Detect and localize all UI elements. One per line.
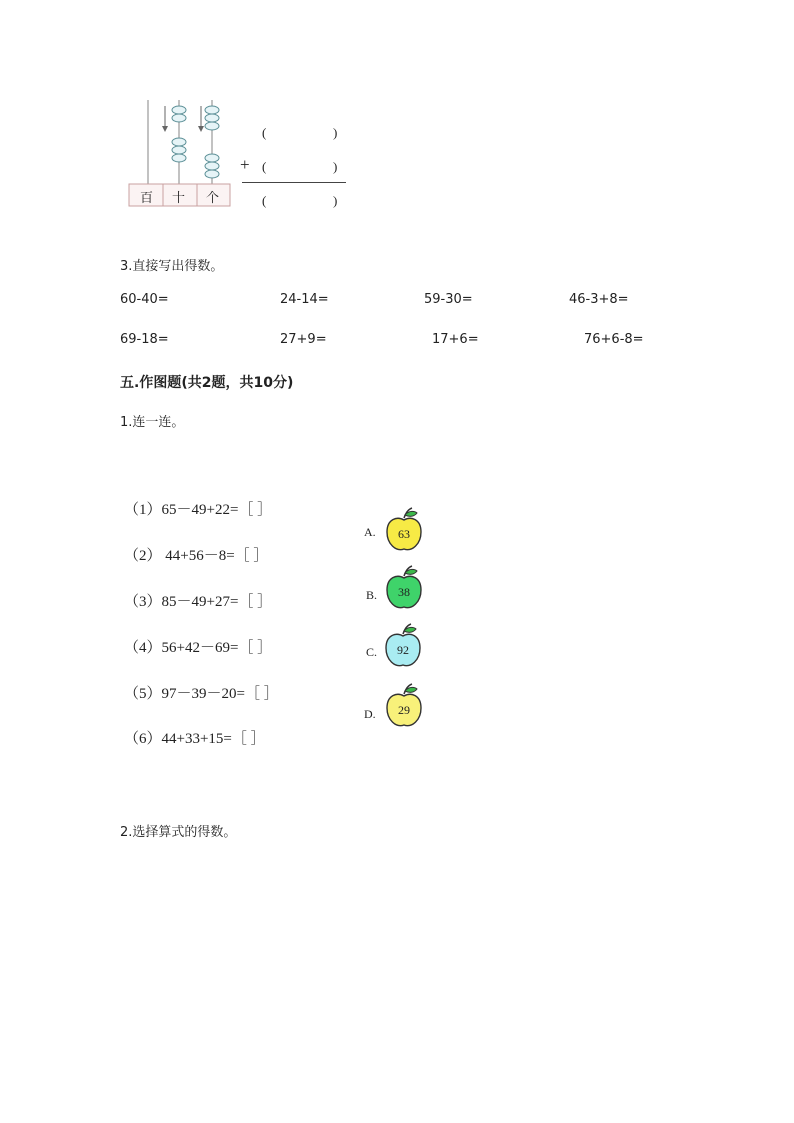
abacus-bead (205, 106, 219, 114)
blank-open-1: ( (262, 125, 267, 140)
q3-item-2: 24-14= (280, 292, 329, 307)
abacus-bead (172, 106, 186, 114)
option-d-label: D. (364, 707, 376, 721)
abacus-bead (172, 138, 186, 146)
option-a-value: 63 (398, 527, 410, 541)
q3-title: 3.直接写出得数。 (120, 259, 224, 274)
option-a-label: A. (364, 525, 376, 539)
plus-sign: + (240, 155, 250, 174)
blank-close-1: ) (333, 125, 338, 140)
expression-3: （3）85－49+27=［ ］ (124, 594, 273, 610)
blank-close-3: ) (333, 193, 338, 208)
apple-icon-b (384, 564, 424, 616)
q3-item-7: 17+6= (432, 332, 479, 347)
q3-item-6: 27+9= (280, 332, 327, 347)
abacus-bead (172, 154, 186, 162)
abacus-bead (205, 114, 219, 122)
option-c-value: 92 (397, 643, 409, 657)
sum-line (242, 182, 346, 183)
q3-item-8: 76+6-8= (584, 332, 644, 347)
expression-4: （4）56+42－69=［ ］ (124, 640, 273, 656)
place-label-tens: 十 (172, 191, 186, 206)
abacus-bead (172, 146, 186, 154)
q1-title: 1.连一连。 (120, 415, 185, 430)
place-label-ones: 个 (206, 191, 220, 206)
section-5-title: 五.作图题(共2题，共10分) (120, 375, 294, 391)
q3-item-1: 60-40= (120, 292, 169, 307)
blank-open-3: ( (262, 193, 267, 208)
expression-6: （6）44+33+15=［ ］ (124, 731, 266, 747)
place-label-hundreds: 百 (140, 191, 154, 206)
abacus-bead (205, 122, 219, 130)
expression-5: （5）97－39－20=［ ］ (124, 686, 279, 702)
abacus-bead (205, 170, 219, 178)
q3-item-3: 59-30= (424, 292, 473, 307)
option-b-value: 38 (398, 585, 410, 599)
option-b-label: B. (366, 588, 378, 602)
expression-1: （1）65－49+22=［ ］ (124, 502, 273, 518)
apple-icon-d (384, 682, 424, 734)
option-d-value: 29 (398, 703, 410, 717)
apple-icon-a (384, 506, 424, 558)
apple-icon-c (383, 622, 423, 674)
q2-title: 2.选择算式的得数。 (120, 825, 237, 840)
expression-2: （2） 44+56－8=［ ］ (124, 548, 269, 564)
abacus-bead (205, 154, 219, 162)
blank-close-2: ) (333, 159, 338, 174)
q3-item-4: 46-3+8= (569, 292, 629, 307)
blank-open-2: ( (262, 159, 267, 174)
q3-item-5: 69-18= (120, 332, 169, 347)
option-c-label: C. (366, 645, 378, 659)
abacus-bead (172, 114, 186, 122)
abacus-bead (205, 162, 219, 170)
